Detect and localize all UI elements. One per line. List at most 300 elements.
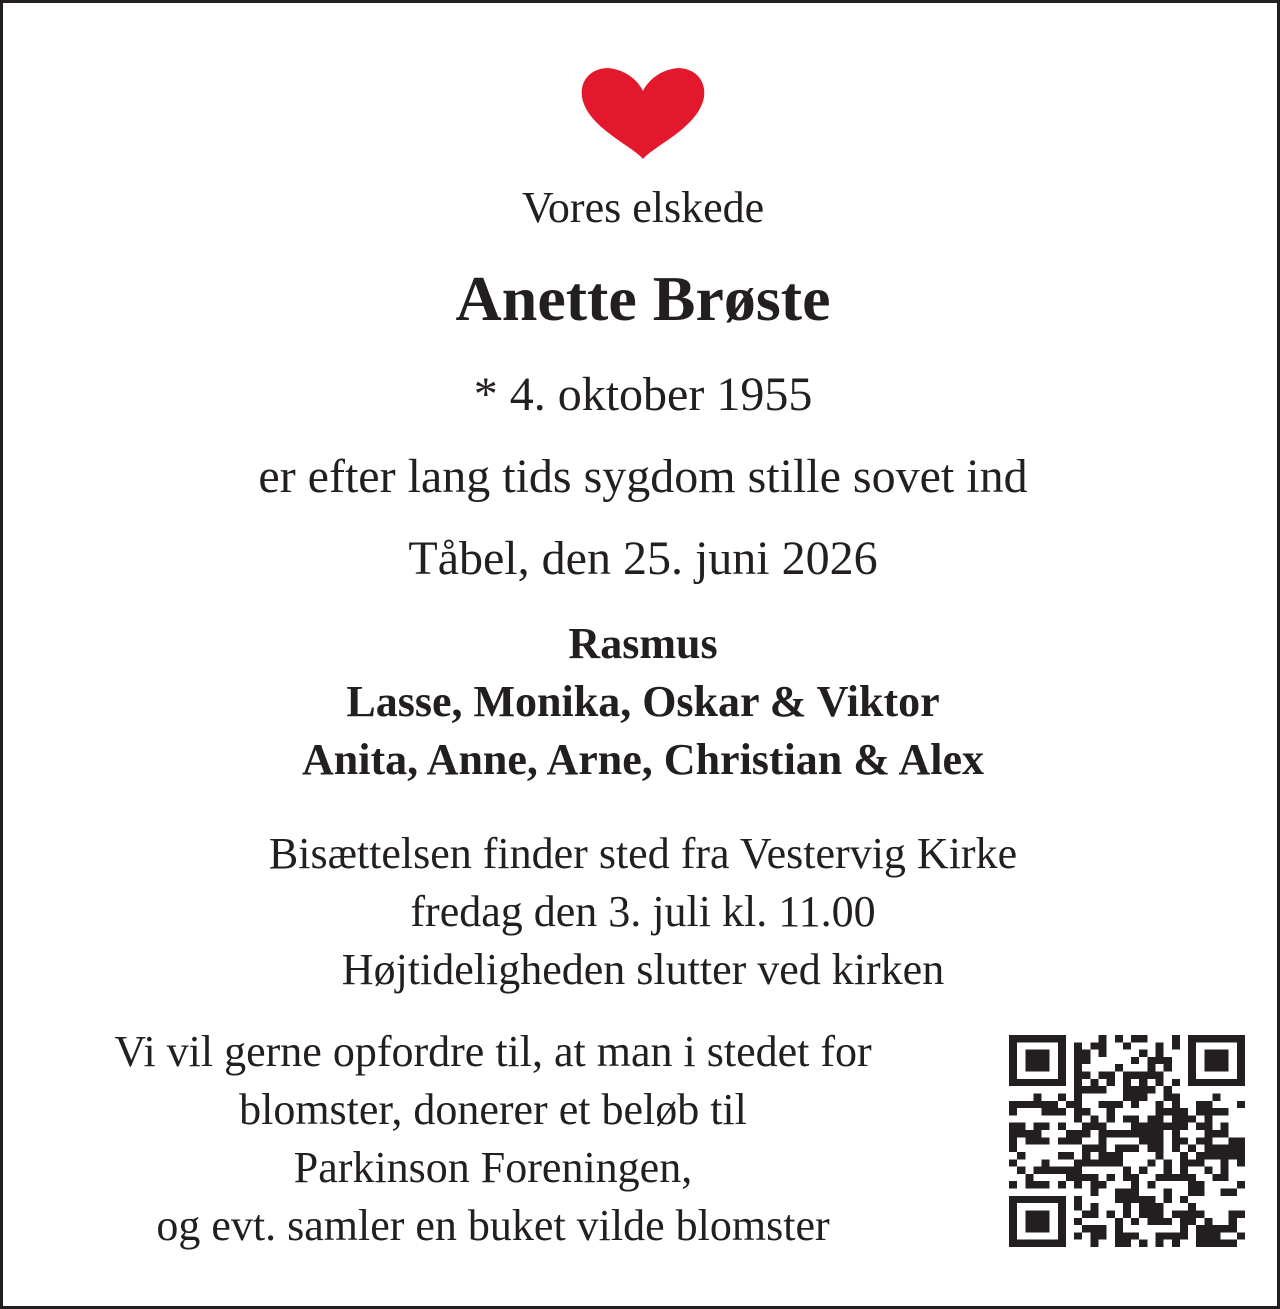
- qr-module: [1066, 1130, 1074, 1137]
- qr-module: [1074, 1072, 1082, 1079]
- qr-module: [1196, 1035, 1204, 1042]
- qr-module: [1074, 1079, 1082, 1086]
- qr-module: [1090, 1079, 1098, 1086]
- qr-module: [1188, 1218, 1196, 1225]
- qr-module: [1074, 1196, 1082, 1203]
- qr-module: [1196, 1137, 1204, 1144]
- heart-icon: [581, 67, 705, 159]
- qr-module: [1221, 1152, 1229, 1159]
- qr-module: [1074, 1086, 1082, 1093]
- qr-module: [1009, 1130, 1017, 1137]
- qr-module: [1082, 1174, 1090, 1181]
- qr-module: [1058, 1203, 1066, 1210]
- qr-module: [1009, 1123, 1017, 1130]
- qr-module: [1155, 1137, 1163, 1144]
- qr-module: [1050, 1108, 1058, 1115]
- qr-module: [1042, 1079, 1050, 1086]
- qr-module: [1074, 1174, 1082, 1181]
- qr-module: [1090, 1203, 1098, 1210]
- qr-module: [1237, 1159, 1245, 1166]
- qr-module: [1155, 1123, 1163, 1130]
- qr-module: [1188, 1189, 1196, 1196]
- qr-module: [1172, 1145, 1180, 1152]
- qr-module: [1196, 1189, 1204, 1196]
- qr-module: [1139, 1079, 1147, 1086]
- qr-module: [1123, 1240, 1131, 1247]
- qr-module: [1131, 1123, 1139, 1130]
- qr-module: [1155, 1210, 1163, 1217]
- qr-module: [1009, 1072, 1017, 1079]
- qr-module: [1139, 1210, 1147, 1217]
- qr-module: [1090, 1240, 1098, 1247]
- qr-module: [1131, 1115, 1139, 1122]
- place-and-date: Tåbel, den 25. juni 2026: [408, 532, 878, 585]
- qr-module: [1131, 1101, 1139, 1108]
- qr-module: [1107, 1108, 1115, 1115]
- qr-module: [1147, 1203, 1155, 1210]
- qr-module: [1139, 1196, 1147, 1203]
- qr-module: [1229, 1079, 1237, 1086]
- qr-module: [1147, 1057, 1155, 1064]
- qr-module: [1009, 1108, 1017, 1115]
- qr-module: [1221, 1225, 1229, 1232]
- qr-module: [1050, 1240, 1058, 1247]
- qr-module: [1099, 1145, 1107, 1152]
- qr-module: [1172, 1115, 1180, 1122]
- qr-module: [1188, 1050, 1196, 1057]
- qr-module: [1017, 1130, 1025, 1137]
- qr-module: [1180, 1159, 1188, 1166]
- qr-module: [1058, 1218, 1066, 1225]
- qr-module: [1042, 1050, 1050, 1057]
- qr-module: [1058, 1079, 1066, 1086]
- qr-module: [1139, 1167, 1147, 1174]
- qr-module: [1147, 1210, 1155, 1217]
- qr-module: [1123, 1196, 1131, 1203]
- qr-module: [1164, 1108, 1172, 1115]
- qr-module: [1164, 1167, 1172, 1174]
- qr-module: [1188, 1035, 1196, 1042]
- qr-module: [1090, 1086, 1098, 1093]
- qr-module: [1196, 1101, 1204, 1108]
- qr-module: [1204, 1167, 1212, 1174]
- qr-module: [1147, 1196, 1155, 1203]
- qr-module: [1180, 1152, 1188, 1159]
- qr-module: [1164, 1093, 1172, 1100]
- qr-module: [1123, 1145, 1131, 1152]
- qr-module: [1074, 1115, 1082, 1122]
- qr-module: [1107, 1210, 1115, 1217]
- qr-module: [1090, 1115, 1098, 1122]
- qr-module: [1221, 1035, 1229, 1042]
- qr-module: [1033, 1057, 1041, 1064]
- qr-module: [1172, 1123, 1180, 1130]
- qr-module: [1033, 1123, 1041, 1130]
- qr-module: [1237, 1064, 1245, 1071]
- qr-module: [1033, 1064, 1041, 1071]
- qr-module: [1107, 1130, 1115, 1137]
- qr-module: [1107, 1115, 1115, 1122]
- qr-module: [1237, 1057, 1245, 1064]
- qr-module: [1229, 1189, 1237, 1196]
- qr-module: [1058, 1210, 1066, 1217]
- qr-module: [1221, 1057, 1229, 1064]
- qr-module: [1082, 1057, 1090, 1064]
- qr-module: [1139, 1050, 1147, 1057]
- qr-module: [1025, 1174, 1033, 1181]
- qr-module: [1074, 1130, 1082, 1137]
- qr-module: [1017, 1101, 1025, 1108]
- qr-module: [1115, 1101, 1123, 1108]
- qr-module: [1066, 1137, 1074, 1144]
- qr-module: [1204, 1152, 1212, 1159]
- qr-module: [1212, 1079, 1220, 1086]
- qr-module: [1107, 1152, 1115, 1159]
- qr-module: [1042, 1108, 1050, 1115]
- qr-module: [1204, 1218, 1212, 1225]
- qr-module: [1033, 1137, 1041, 1144]
- qr-module: [1042, 1137, 1050, 1144]
- qr-module: [1212, 1225, 1220, 1232]
- qr-module: [1115, 1218, 1123, 1225]
- qr-module: [1082, 1225, 1090, 1232]
- qr-module: [1009, 1057, 1017, 1064]
- qr-module: [1221, 1189, 1229, 1196]
- qr-module: [1107, 1072, 1115, 1079]
- qr-module: [1212, 1035, 1220, 1042]
- qr-module: [1196, 1225, 1204, 1232]
- qr-module: [1099, 1042, 1107, 1049]
- qr-module: [1009, 1196, 1017, 1203]
- qr-module: [1042, 1057, 1050, 1064]
- qr-module: [1229, 1225, 1237, 1232]
- qr-module: [1221, 1167, 1229, 1174]
- qr-module: [1131, 1093, 1139, 1100]
- qr-module: [1058, 1225, 1066, 1232]
- qr-module: [1099, 1152, 1107, 1159]
- qr-module: [1099, 1159, 1107, 1166]
- qr-module: [1196, 1181, 1204, 1188]
- qr-module: [1074, 1167, 1082, 1174]
- qr-module: [1066, 1101, 1074, 1108]
- qr-module: [1009, 1210, 1017, 1217]
- qr-module: [1155, 1203, 1163, 1210]
- qr-module: [1107, 1079, 1115, 1086]
- qr-module: [1115, 1196, 1123, 1203]
- qr-module: [1009, 1137, 1017, 1144]
- qr-module: [1229, 1035, 1237, 1042]
- qr-module: [1221, 1108, 1229, 1115]
- qr-module: [1058, 1093, 1066, 1100]
- qr-module: [1025, 1225, 1033, 1232]
- qr-module: [1033, 1101, 1041, 1108]
- qr-module: [1074, 1108, 1082, 1115]
- qr-module: [1042, 1181, 1050, 1188]
- qr-module: [1099, 1086, 1107, 1093]
- qr-module: [1025, 1035, 1033, 1042]
- qr-module: [1204, 1108, 1212, 1115]
- qr-module: [1155, 1057, 1163, 1064]
- qr-module: [1139, 1137, 1147, 1144]
- qr-module: [1180, 1108, 1188, 1115]
- qr-module: [1221, 1050, 1229, 1057]
- qr-module: [1050, 1196, 1058, 1203]
- qr-module: [1033, 1218, 1041, 1225]
- qr-module: [1074, 1064, 1082, 1071]
- qr-module: [1212, 1064, 1220, 1071]
- qr-module: [1099, 1137, 1107, 1144]
- qr-module: [1188, 1203, 1196, 1210]
- qr-module: [1139, 1123, 1147, 1130]
- qr-module: [1017, 1152, 1025, 1159]
- qr-module: [1115, 1240, 1123, 1247]
- qr-module: [1229, 1240, 1237, 1247]
- qr-module: [1221, 1240, 1229, 1247]
- qr-module: [1212, 1050, 1220, 1057]
- qr-module: [1212, 1240, 1220, 1247]
- qr-module: [1212, 1130, 1220, 1137]
- qr-module: [1017, 1240, 1025, 1247]
- qr-module: [1172, 1174, 1180, 1181]
- family-names: [3, 615, 1280, 789]
- qr-module: [1058, 1123, 1066, 1130]
- service-info: [3, 825, 1280, 999]
- qr-module: [1123, 1115, 1131, 1122]
- qr-module: [1099, 1101, 1107, 1108]
- qr-module: [1180, 1167, 1188, 1174]
- qr-module: [1058, 1167, 1066, 1174]
- qr-module: [1099, 1225, 1107, 1232]
- qr-module: [1115, 1035, 1123, 1042]
- qr-module: [1074, 1101, 1082, 1108]
- qr-module: [1172, 1101, 1180, 1108]
- qr-module: [1204, 1101, 1212, 1108]
- qr-module: [1204, 1115, 1212, 1122]
- qr-module: [1033, 1093, 1041, 1100]
- qr-module: [1139, 1093, 1147, 1100]
- qr-module: [1009, 1218, 1017, 1225]
- qr-module: [1082, 1152, 1090, 1159]
- qr-module: [1025, 1218, 1033, 1225]
- qr-module: [1180, 1174, 1188, 1181]
- qr-module: [1180, 1210, 1188, 1217]
- qr-module: [1172, 1210, 1180, 1217]
- passing-phrase: er efter lang tids sygdom stille sovet ind: [258, 450, 1028, 503]
- qr-module: [1099, 1232, 1107, 1239]
- qr-module: [1033, 1050, 1041, 1057]
- qr-module: [1131, 1130, 1139, 1137]
- qr-module: [1090, 1145, 1098, 1152]
- qr-module: [1131, 1145, 1139, 1152]
- qr-module: [1009, 1159, 1017, 1166]
- qr-module: [1164, 1232, 1172, 1239]
- qr-module: [1237, 1035, 1245, 1042]
- qr-module: [1237, 1232, 1245, 1239]
- qr-module: [1164, 1123, 1172, 1130]
- qr-module: [1196, 1079, 1204, 1086]
- qr-module: [1212, 1232, 1220, 1239]
- qr-module: [1042, 1035, 1050, 1042]
- service-line: Bisættelsen finder sted fra Vestervig Kirke: [268, 829, 1018, 878]
- qr-module: [1099, 1035, 1107, 1042]
- qr-module: [1009, 1225, 1017, 1232]
- qr-module: [1131, 1181, 1139, 1188]
- qr-module: [1090, 1225, 1098, 1232]
- qr-module: [1155, 1108, 1163, 1115]
- qr-module: [1058, 1042, 1066, 1049]
- qr-module: [1204, 1057, 1212, 1064]
- intro-text: Vores elskede: [521, 183, 765, 232]
- qr-module: [1237, 1042, 1245, 1049]
- request-line: Vi vil gerne opfordre til, at man i stedet for: [114, 1027, 872, 1076]
- qr-module: [1009, 1203, 1017, 1210]
- qr-module: [1221, 1159, 1229, 1166]
- qr-module: [1139, 1130, 1147, 1137]
- qr-module: [1033, 1225, 1041, 1232]
- qr-module: [1172, 1079, 1180, 1086]
- qr-module: [1017, 1079, 1025, 1086]
- qr-module: [1090, 1189, 1098, 1196]
- qr-module: [1042, 1196, 1050, 1203]
- qr-module: [1025, 1079, 1033, 1086]
- qr-module: [1107, 1174, 1115, 1181]
- qr-module: [1107, 1101, 1115, 1108]
- qr-module: [1188, 1181, 1196, 1188]
- qr-module: [1090, 1181, 1098, 1188]
- qr-module: [1188, 1145, 1196, 1152]
- qr-module: [1139, 1203, 1147, 1210]
- qr-module: [1147, 1137, 1155, 1144]
- qr-module: [1196, 1159, 1204, 1166]
- qr-module: [1188, 1115, 1196, 1122]
- qr-module: [1025, 1210, 1033, 1217]
- qr-module: [1042, 1159, 1050, 1166]
- qr-module: [1131, 1189, 1139, 1196]
- qr-module: [1099, 1050, 1107, 1057]
- qr-module: [1180, 1123, 1188, 1130]
- qr-module: [1042, 1101, 1050, 1108]
- qr-module: [1074, 1042, 1082, 1049]
- qr-module: [1155, 1174, 1163, 1181]
- qr-module: [1180, 1232, 1188, 1239]
- qr-module: [1221, 1079, 1229, 1086]
- qr-module: [1123, 1130, 1131, 1137]
- qr-module: [1212, 1174, 1220, 1181]
- qr-module: [1221, 1123, 1229, 1130]
- qr-module: [1025, 1196, 1033, 1203]
- qr-module: [1009, 1050, 1017, 1057]
- qr-module: [1025, 1057, 1033, 1064]
- qr-module: [1172, 1108, 1180, 1115]
- qr-module: [1082, 1159, 1090, 1166]
- qr-module: [1074, 1203, 1082, 1210]
- qr-module: [1204, 1225, 1212, 1232]
- qr-module: [1172, 1035, 1180, 1042]
- qr-code[interactable]: [1009, 1035, 1245, 1247]
- qr-module: [1139, 1240, 1147, 1247]
- qr-module: [1090, 1123, 1098, 1130]
- qr-module: [1115, 1145, 1123, 1152]
- qr-module: [1221, 1145, 1229, 1152]
- qr-module: [1042, 1210, 1050, 1217]
- qr-module: [1082, 1072, 1090, 1079]
- qr-module: [1058, 1050, 1066, 1057]
- qr-module: [1221, 1064, 1229, 1071]
- qr-module: [1188, 1057, 1196, 1064]
- qr-module: [1180, 1196, 1188, 1203]
- qr-module: [1082, 1145, 1090, 1152]
- qr-module: [1164, 1196, 1172, 1203]
- qr-module: [1155, 1101, 1163, 1108]
- qr-module: [1147, 1115, 1155, 1122]
- qr-module: [1090, 1210, 1098, 1217]
- qr-module: [1058, 1137, 1066, 1144]
- qr-module: [1196, 1210, 1204, 1217]
- qr-module: [1147, 1086, 1155, 1093]
- qr-module: [1147, 1145, 1155, 1152]
- qr-module: [1058, 1152, 1066, 1159]
- qr-module: [1050, 1079, 1058, 1086]
- qr-module: [1172, 1130, 1180, 1137]
- qr-module: [1074, 1218, 1082, 1225]
- qr-module: [1131, 1086, 1139, 1093]
- qr-module: [1107, 1159, 1115, 1166]
- qr-module: [1229, 1218, 1237, 1225]
- qr-module: [1131, 1057, 1139, 1064]
- qr-module: [1017, 1167, 1025, 1174]
- qr-module: [1188, 1210, 1196, 1217]
- qr-module: [1090, 1042, 1098, 1049]
- qr-module: [1058, 1072, 1066, 1079]
- qr-module: [1074, 1181, 1082, 1188]
- service-line: fredag den 3. juli kl. 11.00: [410, 887, 876, 936]
- request-line: og evt. samler en buket vilde blomster: [156, 1201, 830, 1250]
- qr-module: [1204, 1123, 1212, 1130]
- qr-module: [1115, 1159, 1123, 1166]
- qr-module: [1204, 1145, 1212, 1152]
- qr-module: [1017, 1035, 1025, 1042]
- qr-module: [1025, 1130, 1033, 1137]
- service-line: Højtideligheden slutter ved kirken: [341, 945, 945, 994]
- qr-module: [1009, 1064, 1017, 1071]
- qr-module: [1212, 1057, 1220, 1064]
- qr-module: [1172, 1042, 1180, 1049]
- qr-module: [1123, 1079, 1131, 1086]
- qr-module: [1237, 1050, 1245, 1057]
- qr-module: [1237, 1210, 1245, 1217]
- family-line: Anita, Anne, Arne, Christian & Alex: [301, 735, 985, 784]
- qr-module: [1099, 1130, 1107, 1137]
- qr-module: [1164, 1218, 1172, 1225]
- qr-module: [1196, 1240, 1204, 1247]
- qr-module: [1229, 1210, 1237, 1217]
- qr-module: [1025, 1101, 1033, 1108]
- qr-module: [1188, 1064, 1196, 1071]
- qr-module: [1058, 1196, 1066, 1203]
- qr-module: [1131, 1232, 1139, 1239]
- qr-module: [1229, 1137, 1237, 1144]
- qr-module: [1221, 1174, 1229, 1181]
- qr-module: [1164, 1064, 1172, 1071]
- qr-module: [1025, 1240, 1033, 1247]
- qr-module: [1139, 1086, 1147, 1093]
- qr-module: [1058, 1064, 1066, 1071]
- qr-module: [1131, 1072, 1139, 1079]
- qr-module: [1066, 1167, 1074, 1174]
- qr-module: [1164, 1086, 1172, 1093]
- qr-module: [1196, 1232, 1204, 1239]
- qr-module: [1123, 1210, 1131, 1217]
